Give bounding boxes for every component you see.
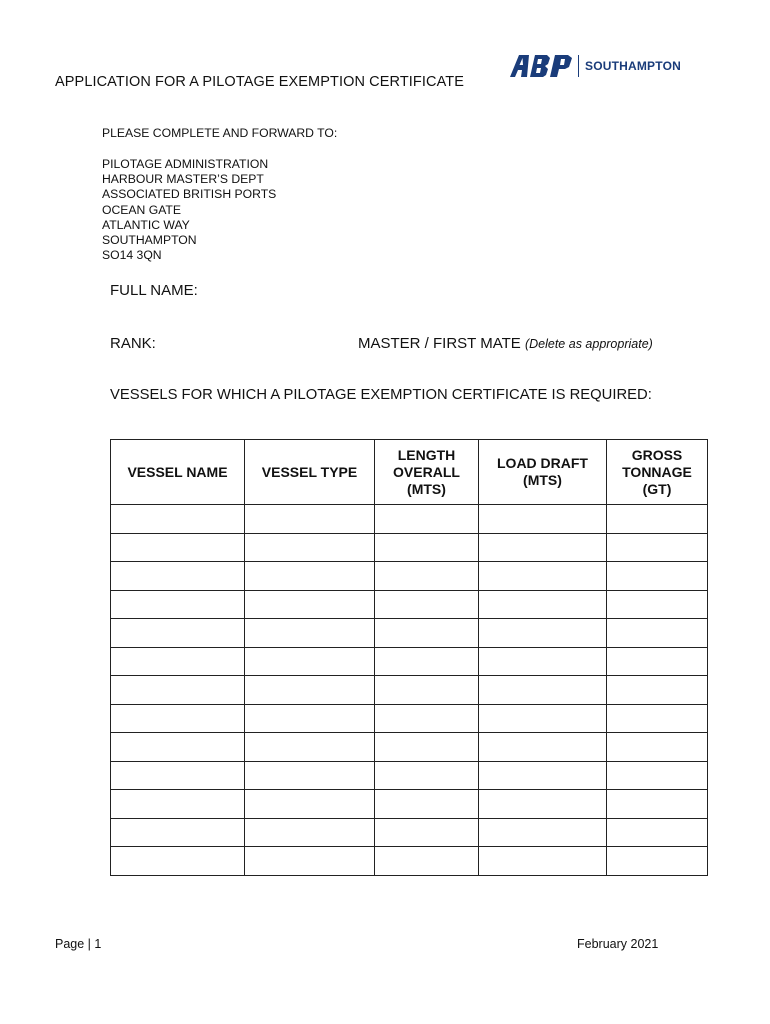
gross-tonnage-cell[interactable] [607,818,708,847]
table-row [111,733,708,762]
vessel-type-cell[interactable] [245,818,375,847]
table-row [111,590,708,619]
header-line: VESSEL TYPE [261,463,358,480]
vessel-name-cell[interactable] [111,818,245,847]
length-overall-cell[interactable] [375,847,479,876]
length-overall-cell[interactable] [375,505,479,534]
table-header-row [111,440,708,505]
load-draft-cell[interactable] [479,647,607,676]
gross-tonnage-cell[interactable] [607,619,708,648]
address-line: ASSOCIATED BRITISH PORTS [102,187,277,202]
load-draft-cell[interactable] [479,562,607,591]
logo-divider [578,55,579,77]
vessel-name-cell[interactable] [111,533,245,562]
forward-instructions: PLEASE COMPLETE AND FORWARD TO: [102,126,338,140]
vessel-type-cell[interactable] [245,619,375,648]
table-row [111,533,708,562]
page-title: APPLICATION FOR A PILOTAGE EXEMPTION CERTIFICATE [55,74,464,90]
address-line: SOUTHAMPTON [102,233,197,248]
header-vessel-name [111,440,245,505]
vessels-heading: VESSELS FOR WHICH A PILOTAGE EXEMPTION CERTIFICATE IS REQUIRED: [110,387,652,403]
vessel-name-cell[interactable] [111,847,245,876]
vessel-name-cell[interactable] [111,647,245,676]
full-name-label: FULL NAME: [110,282,198,299]
table-row [111,647,708,676]
abp-logo [510,54,681,78]
length-overall-cell[interactable] [375,533,479,562]
abp-logo-mark [510,55,572,77]
gross-tonnage-cell[interactable] [607,761,708,790]
vessel-name-cell[interactable] [111,676,245,705]
header-line: OVERALL [393,463,460,480]
load-draft-cell[interactable] [479,590,607,619]
table-row [111,790,708,819]
header-line: LENGTH [397,446,456,463]
table-row [111,505,708,534]
vessel-type-cell[interactable] [245,505,375,534]
length-overall-cell[interactable] [375,590,479,619]
length-overall-cell[interactable] [375,647,479,676]
header-line: VESSEL NAME [127,463,228,480]
gross-tonnage-cell[interactable] [607,533,708,562]
gross-tonnage-cell[interactable] [607,676,708,705]
gross-tonnage-cell[interactable] [607,790,708,819]
header-line: (MTS) [407,480,446,497]
gross-tonnage-cell[interactable] [607,562,708,591]
header-line: (GT) [642,480,672,497]
vessel-type-cell[interactable] [245,761,375,790]
header-line: (MTS) [523,472,562,488]
length-overall-cell[interactable] [375,619,479,648]
header-gross-tonnage [607,440,708,505]
load-draft-cell[interactable] [479,847,607,876]
table-row [111,847,708,876]
vessel-type-cell[interactable] [245,847,375,876]
load-draft-cell[interactable] [479,790,607,819]
table-row [111,818,708,847]
header-vessel-type [245,440,375,505]
address-line: OCEAN GATE [102,202,182,217]
load-draft-cell[interactable] [479,619,607,648]
load-draft-cell[interactable] [479,704,607,733]
header-line: LOAD DRAFT [497,455,588,471]
address-block [102,157,276,263]
vessel-name-cell[interactable] [111,505,245,534]
vessel-type-cell[interactable] [245,533,375,562]
header-length-overall [375,440,479,505]
vessel-name-cell[interactable] [111,590,245,619]
gross-tonnage-cell[interactable] [607,647,708,676]
vessel-type-cell[interactable] [245,676,375,705]
vessel-type-cell[interactable] [245,790,375,819]
header-line: TONNAGE [622,463,692,480]
vessel-name-cell[interactable] [111,733,245,762]
table-row [111,761,708,790]
vessel-type-cell[interactable] [245,590,375,619]
load-draft-cell[interactable] [479,761,607,790]
length-overall-cell[interactable] [375,790,479,819]
table-row [111,619,708,648]
length-overall-cell[interactable] [375,761,479,790]
vessel-name-cell[interactable] [111,562,245,591]
vessel-type-cell[interactable] [245,733,375,762]
address-line: PILOTAGE ADMINISTRATION [102,157,269,171]
header-load-draft [479,440,607,505]
vessel-type-cell[interactable] [245,562,375,591]
table-row [111,562,708,591]
header-line: GROSS [631,446,683,463]
rank-options-text: MASTER / FIRST MATE [358,335,521,352]
load-draft-cell[interactable] [479,733,607,762]
vessel-name-cell[interactable] [111,790,245,819]
gross-tonnage-cell[interactable] [607,704,708,733]
footer-date: February 2021 [577,937,659,951]
length-overall-cell[interactable] [375,818,479,847]
length-overall-cell[interactable] [375,676,479,705]
vessel-type-cell[interactable] [245,704,375,733]
vessel-name-cell[interactable] [111,619,245,648]
table-row [111,676,708,705]
length-overall-cell[interactable] [375,562,479,591]
logo-text: SOUTHAMPTON [585,59,681,73]
rank-options [358,335,653,352]
vessel-name-cell[interactable] [111,761,245,790]
load-draft-cell[interactable] [479,818,607,847]
gross-tonnage-cell[interactable] [607,733,708,762]
gross-tonnage-cell[interactable] [607,505,708,534]
load-draft-cell[interactable] [479,533,607,562]
gross-tonnage-cell[interactable] [607,590,708,619]
load-draft-cell[interactable] [479,676,607,705]
address-line: ATLANTIC WAY [102,217,190,232]
address-line: HARBOUR MASTER’S DEPT [102,172,264,187]
vessel-name-cell[interactable] [111,704,245,733]
table-row [111,704,708,733]
rank-label: RANK: [110,335,156,352]
gross-tonnage-cell[interactable] [607,847,708,876]
page-number: Page | 1 [55,937,102,951]
length-overall-cell[interactable] [375,733,479,762]
load-draft-cell[interactable] [479,505,607,534]
length-overall-cell[interactable] [375,704,479,733]
address-line: SO14 3QN [102,248,162,263]
vessels-table [110,439,708,876]
rank-note: (Delete as appropriate) [524,337,653,351]
vessel-type-cell[interactable] [245,647,375,676]
